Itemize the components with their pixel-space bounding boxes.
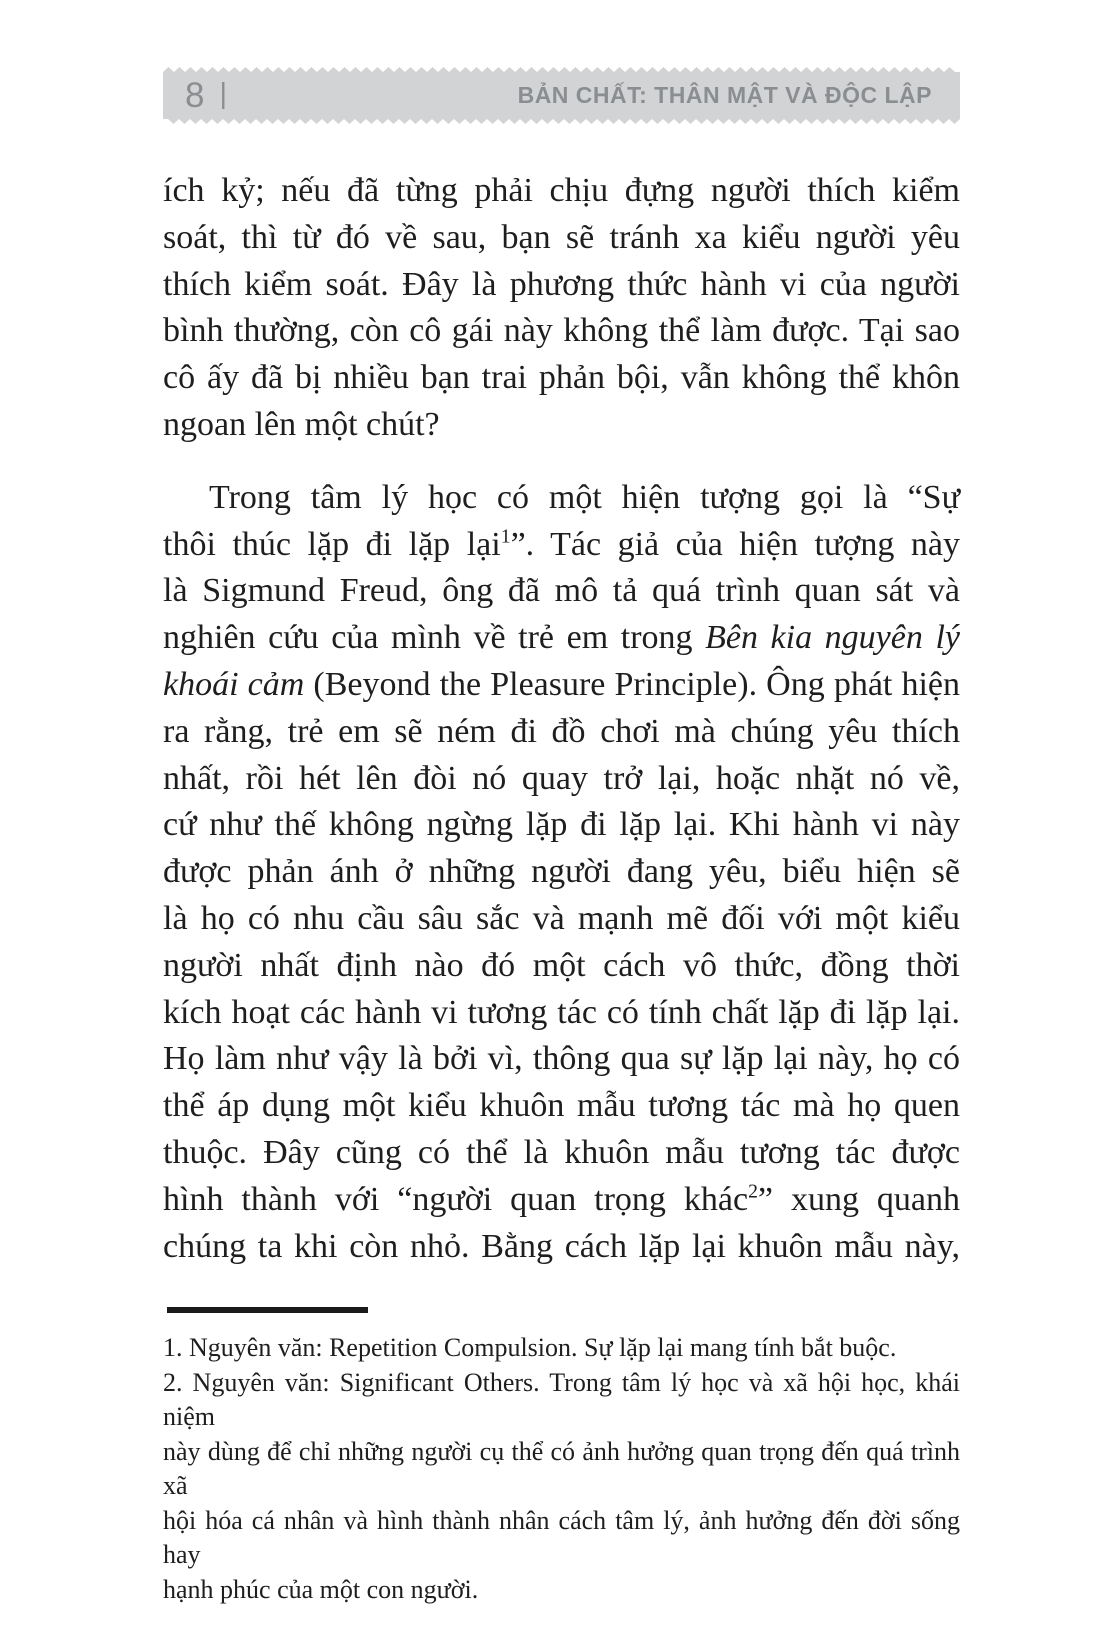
chapter-title: BẢN CHẤT: THÂN MẬT VÀ ĐỘC LẬP [517, 82, 932, 108]
text-line: Họ làm như vậy là bởi vì, thông qua sự lặp lại này, họ có [163, 1040, 960, 1078]
body-text [163, 168, 960, 1270]
footnote-line: này dùng để chỉ những người cụ thể có ảnh hưởng quan trọng đến quá trình xã [163, 1436, 960, 1500]
text-line: nghiên cứu của mình về trẻ em trong Bên kia nguyên lý [163, 619, 960, 657]
page-number-group [185, 78, 227, 113]
paragraph [163, 168, 960, 449]
footnote-reference-superscript: 1 [500, 525, 511, 548]
footnote-reference-superscript: 2 [748, 1180, 758, 1203]
text-line: kích hoạt các hành vi tương tác có tính chất lặp đi lặp lại. [163, 993, 960, 1031]
text-line: khoái cảm (Beyond the Pleasure Principle). Ông phát hiện [163, 665, 960, 703]
footnotes-section [163, 1331, 960, 1607]
paragraph [163, 475, 960, 1271]
page-number-separator: | [219, 78, 228, 110]
text-line: cứ như thế không ngừng lặp đi lặp lại. Khi hành vi này [163, 806, 960, 844]
text-line: soát, thì từ đó về sau, bạn sẽ tránh xa kiểu người yêu [163, 218, 960, 256]
text-line: người nhất định nào đó một cách vô thức, đồng thời [163, 946, 960, 984]
footnote-separator-rule [167, 1307, 368, 1313]
text-line: là Sigmund Freud, ông đã mô tả quá trình quan sát và [163, 572, 960, 610]
text-line: ngoan lên một chút? [163, 405, 440, 443]
text-line: ra rằng, trẻ em sẽ ném đi đồ chơi mà chúng yêu thích [163, 712, 960, 750]
footnote-line: 1. Nguyên văn: Repetition Compulsion. Sự lặp lại mang tính bắt buộc. [163, 1333, 897, 1362]
text-line: hình thành với “người quan trọng khác$^2$” xung quanh [163, 1180, 960, 1218]
text-line: thích kiểm soát. Đây là phương thức hành vi của người [163, 265, 960, 303]
page-number: 8 [185, 76, 205, 115]
footnote [163, 1331, 960, 1366]
text-line: chúng ta khi còn nhỏ. Bằng cách lặp lại khuôn mẫu này, [163, 1227, 960, 1265]
text-line: thôi thúc lặp đi lặp lại$^1$”. Tác giả của hiện tượng này [163, 525, 960, 563]
footnote-line: hội hóa cá nhân và hình thành nhân cách tâm lý, ảnh hưởng đến đời sống hay [163, 1505, 960, 1569]
text-line: Trong tâm lý học có một hiện tượng gọi là “Sự [209, 478, 960, 516]
text-line: là họ có nhu cầu sâu sắc và mạnh mẽ đối với một kiểu [163, 899, 960, 937]
text-line: thuộc. Đây cũng có thể là khuôn mẫu tương tác được [163, 1133, 960, 1171]
footnote [163, 1366, 960, 1608]
page-header-bar [163, 67, 960, 124]
text-line: nhất, rồi hét lên đòi nó quay trở lại, hoặc nhặt nó về, [163, 759, 960, 797]
footnote-line: 2. Nguyên văn: Significant Others. Trong tâm lý học và xã hội học, khái niệm [163, 1367, 960, 1431]
text-line: ích kỷ; nếu đã từng phải chịu đựng người thích kiểm [163, 172, 960, 209]
text-line: thể áp dụng một kiểu khuôn mẫu tương tác mà họ quen [163, 1087, 960, 1125]
footnote-line: hạnh phúc của một con người. [163, 1574, 479, 1604]
header-bar-content [163, 67, 960, 124]
text-line: cô ấy đã bị nhiều bạn trai phản bội, vẫn không thể khôn [163, 359, 960, 397]
text-line: được phản ánh ở những người đang yêu, biểu hiện sẽ [163, 853, 960, 891]
text-line: bình thường, còn cô gái này không thể làm được. Tại sao [163, 312, 960, 350]
